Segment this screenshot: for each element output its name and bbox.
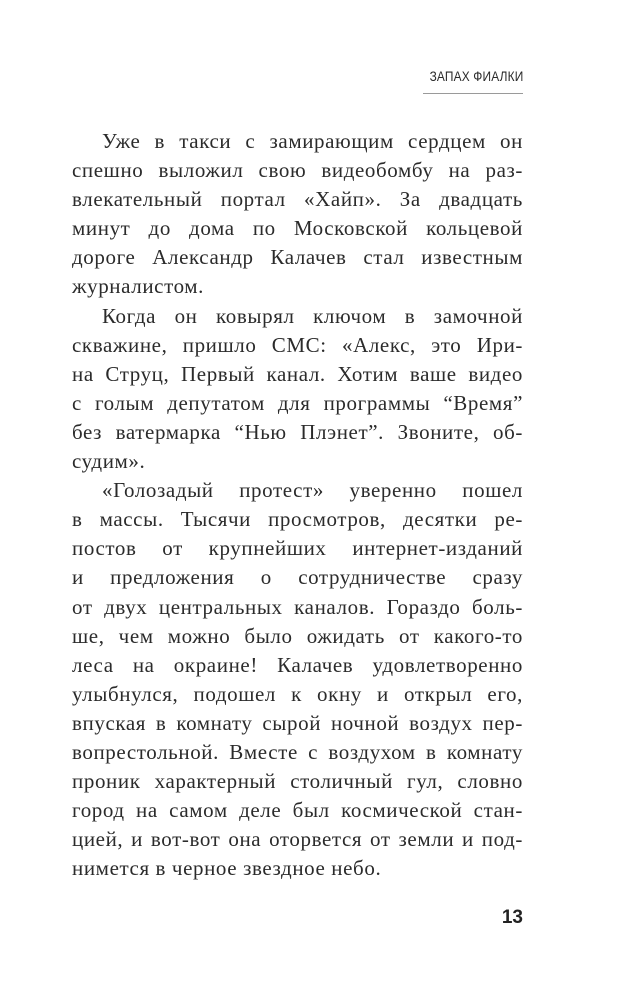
page-number: 13 [501,907,523,928]
text-line: в массы. Тысячи просмотров, десятки ре- [72,507,523,532]
text-line: вопрестольной. Вместе с воздухом в комнату [72,739,523,764]
text-line: впуская в комнату сырой ночной воздух пер- [72,710,523,735]
body-text [72,127,523,883]
text-line: скважине, пришло СМС: «Алекс, это Ири- [72,332,523,357]
text-line: Когда он ковырял ключом в замочной [102,303,523,328]
text-line: судим». [72,449,146,474]
text-line: минут до дома по Московской кольцевой [72,216,523,241]
text-line: влекательный портал «Хайп». За двадцать [72,187,523,212]
text-line: спешно выложил свою видеобомбу на раз- [72,158,523,183]
text-line: улыбнулся, подошел к окну и открыл его, [72,681,523,706]
text-line: с голым депутатом для программы “Время” [72,390,523,415]
text-line: журналистом. [72,274,205,299]
text-line: Уже в такси с замирающим сердцем он [102,129,523,153]
paragraph [72,127,523,302]
text-line: леса на окраине! Калачев удовлетворенно [72,652,523,677]
text-line: проник характерный столичный гул, словно [72,769,523,794]
text-line: нимется в черное звездное небо. [72,856,382,881]
text-line: дороге Александр Калачев стал известным [72,245,523,270]
text-line: от двух центральных каналов. Гораздо боль- [72,594,523,619]
running-head-rule [423,93,523,94]
running-head: ЗАПАХ ФИАЛКИ [429,68,523,84]
text-line: без ватермарка “Нью Плэнет”. Звоните, об- [72,419,523,444]
text-line: цией, и вот-вот она оторвется от земли и под- [72,827,523,852]
text-line: «Голозадый протест» уверенно пошел [102,478,523,503]
text-line: и предложения о сотрудничестве сразу [72,565,523,590]
paragraph [72,476,523,883]
paragraph [72,302,523,477]
text-line: ше, чем можно было ожидать от какого-то [72,623,523,648]
text-line: постов от крупнейших интернет-изданий [72,536,523,561]
text-line: город на самом деле был космической стан- [72,798,523,823]
text-line: на Струц, Первый канал. Хотим ваше видео [72,361,523,386]
